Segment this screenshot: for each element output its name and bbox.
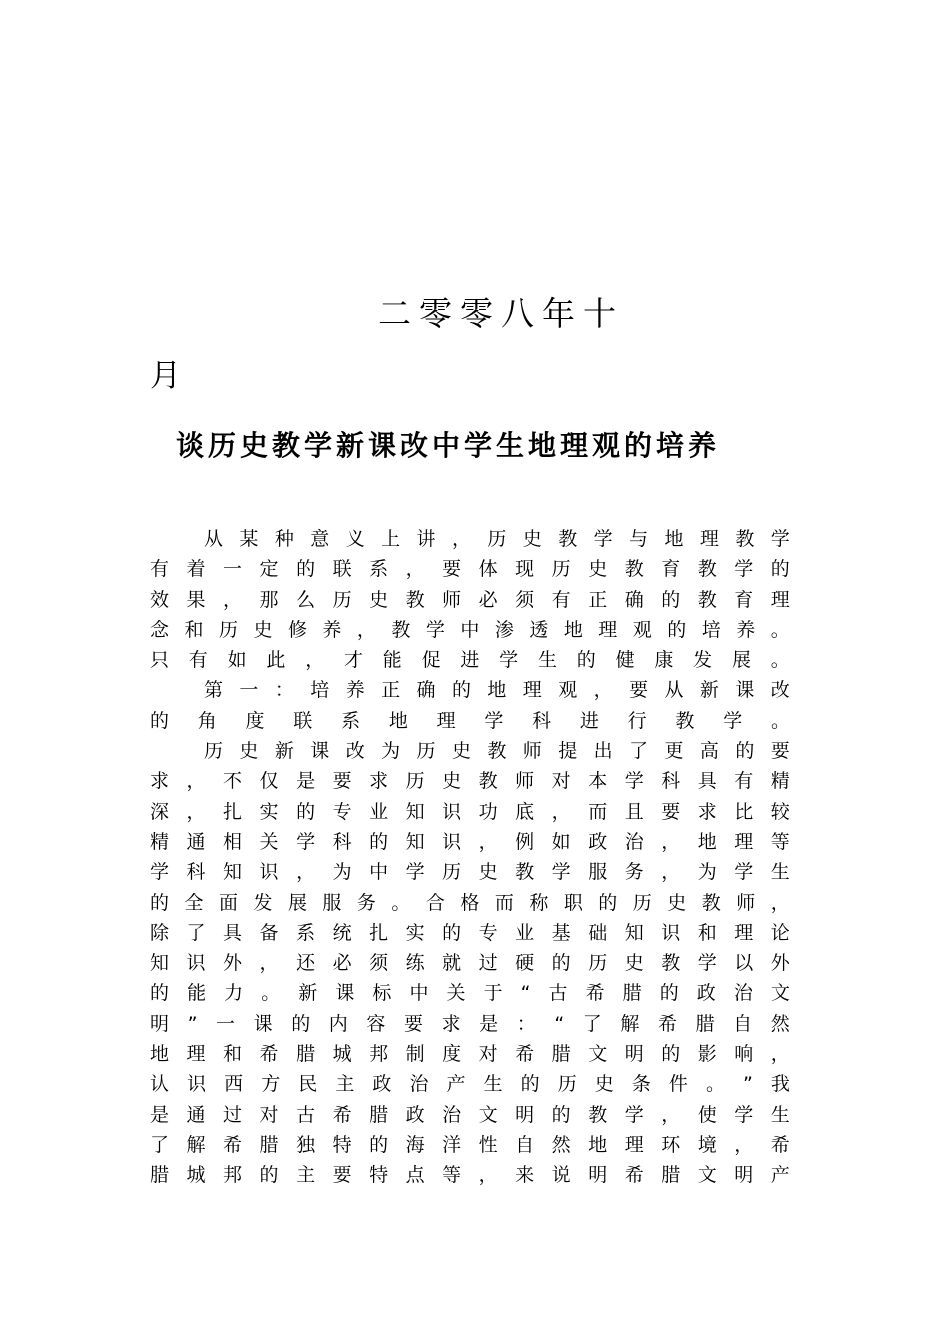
body-line: 求 ， 不 仅 是 要 求 历 史 教 师 对 本 学 科 具 有 精 bbox=[150, 770, 790, 793]
body-line: 的 全 面 发 展 服 务 。 合 格 而 称 职 的 历 史 教 师 ， bbox=[150, 891, 790, 914]
body-line: 有 着 一 定 的 联 系 ， 要 体 现 历 史 教 育 教 学 的 bbox=[150, 558, 790, 581]
body-line: 认 识 西 方 民 主 政 治 产 生 的 历 史 条 件 。 ” 我 bbox=[150, 1073, 790, 1096]
article-body bbox=[150, 524, 790, 1191]
date-line-1: 二零零八年十 bbox=[378, 294, 624, 333]
article-title: 谈历史教学新课改中学生地理观的培养 bbox=[176, 429, 721, 462]
body-line: 了 解 希 腊 独 特 的 海 洋 性 自 然 地 理 环 境 ， 希 bbox=[150, 1133, 790, 1156]
body-line: 的 角 度 联 系 地 理 学 科 进 行 教 学 。 bbox=[150, 709, 790, 732]
body-line: 效 果 ， 那 么 历 史 教 师 必 须 有 正 确 的 教 育 理 bbox=[150, 588, 790, 611]
body-line: 地 理 和 希 腊 城 邦 制 度 对 希 腊 文 明 的 影 响 ， bbox=[150, 1043, 790, 1066]
body-line: 历 史 新 课 改 为 历 史 教 师 提 出 了 更 高 的 要 bbox=[204, 740, 790, 763]
body-line: 明 ” 一 课 的 内 容 要 求 是 ： “ 了 解 希 腊 自 然 bbox=[150, 1012, 790, 1035]
body-line: 的 能 力 。 新 课 标 中 关 于 “ 古 希 腊 的 政 治 文 bbox=[150, 982, 790, 1005]
body-line: 第 一 ： 培 养 正 确 的 地 理 观 ， 要 从 新 课 改 bbox=[204, 679, 790, 702]
body-line: 深 ， 扎 实 的 专 业 知 识 功 底 ， 而 且 要 求 比 较 bbox=[150, 800, 790, 823]
body-line: 学 科 知 识 ， 为 中 学 历 史 教 学 服 务 ， 为 学 生 bbox=[150, 861, 790, 884]
body-line: 除 了 具 备 系 统 扎 实 的 专 业 基 础 知 识 和 理 论 bbox=[150, 921, 790, 944]
body-line: 是 通 过 对 古 希 腊 政 治 文 明 的 教 学 ， 使 学 生 bbox=[150, 1103, 790, 1126]
body-line: 念 和 历 史 修 养 ， 教 学 中 渗 透 地 理 观 的 培 养 。 bbox=[150, 618, 790, 641]
body-line: 知 识 外 ， 还 必 须 练 就 过 硬 的 历 史 教 学 以 外 bbox=[150, 952, 790, 975]
body-line: 腊 城 邦 的 主 要 特 点 等 ， 来 说 明 希 腊 文 明 产 bbox=[150, 1164, 790, 1187]
body-line: 精 通 相 关 学 科 的 知 识 ， 例 如 政 治 ， 地 理 等 bbox=[150, 830, 790, 853]
body-line: 从 某 种 意 义 上 讲 ， 历 史 教 学 与 地 理 教 学 bbox=[204, 528, 790, 550]
date-line-2: 月 bbox=[150, 358, 181, 394]
body-line: 只 有 如 此 ， 才 能 促 进 学 生 的 健 康 发 展 。 bbox=[150, 649, 790, 672]
